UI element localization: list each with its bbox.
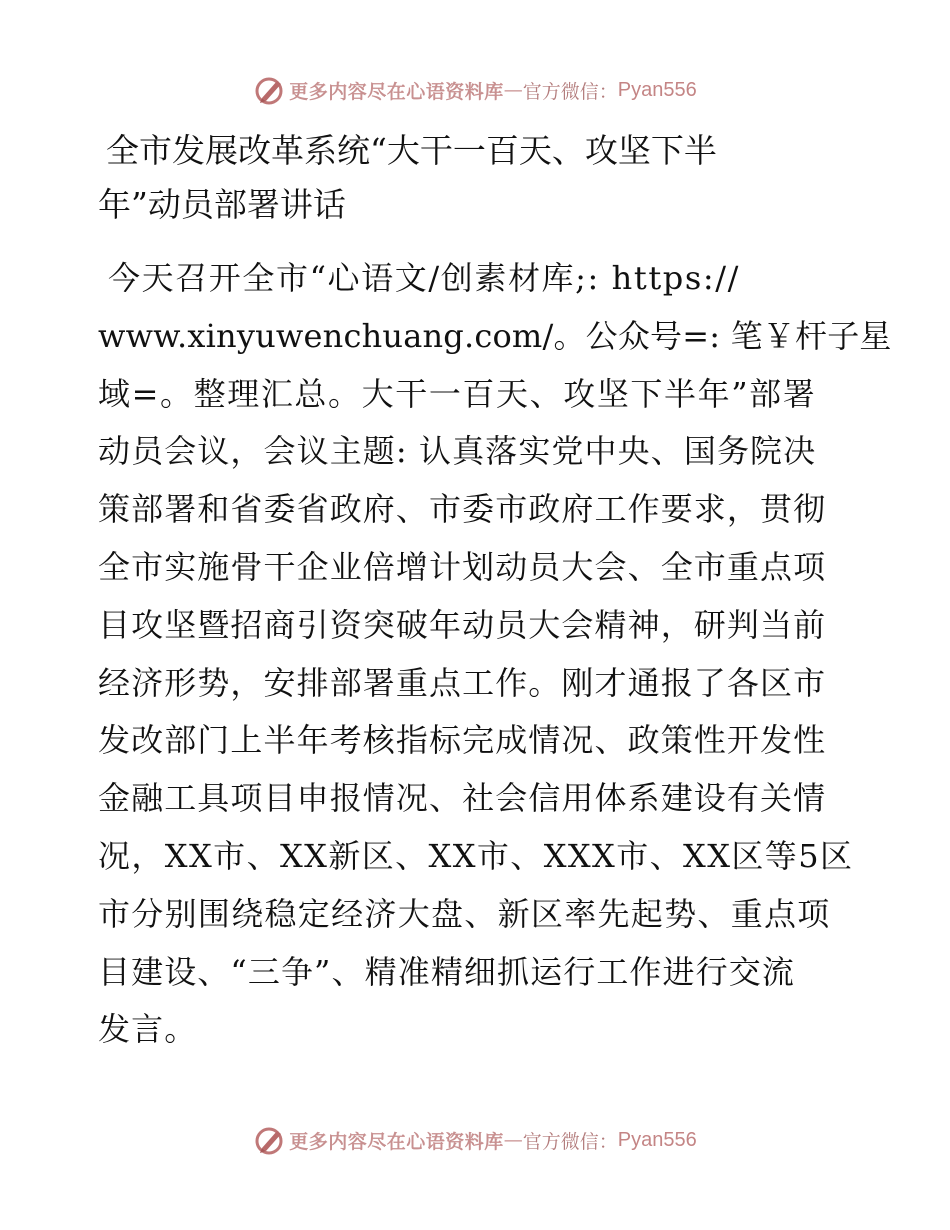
body-line: 目建设、“三争”、精准精细抓运行工作进行交流 [98, 952, 795, 991]
body-line: 全市实施骨干企业倍增计划动员大会、全市重点项 [98, 547, 827, 586]
body-line: 目攻坚暨招商引资突破年动员大会精神，研判当前 [98, 605, 827, 644]
body-line: 动员会议，会议主题: 认真落实党中央、国务院决 [98, 432, 817, 471]
body-line: 发改部门上半年考核指标完成情况、政策性开发性 [98, 721, 827, 760]
watermark-wechat-handle: Pyan556 [617, 78, 697, 101]
watermark-dash: — [503, 1129, 523, 1151]
watermark-main-text: 更多内容尽在心语资料库 [289, 80, 504, 103]
watermark-banner-top [0, 70, 950, 110]
watermark-main-text: 更多内容尽在心语资料库 [289, 1130, 504, 1153]
watermark-wechat-label: 官方微信： [522, 1130, 618, 1153]
body-line: 发言。 [98, 1010, 198, 1049]
body-line: 经济形势，安排部署重点工作。刚才通报了各区市 [98, 663, 827, 702]
body-line: 域=。整理汇总。大干一百天、攻坚下半年”部署 [98, 374, 817, 413]
body-line: 况，XX市、XX新区、XX市、XXX市、XX区等5区 [98, 836, 854, 875]
body-line: 市分别围绕稳定经济大盘、新区率先起势、重点项 [98, 894, 831, 933]
body-line: 金融工具项目申报情况、社会信用体系建设有关情 [98, 779, 827, 818]
watermark-wechat-handle: Pyan556 [617, 1128, 697, 1151]
pen-logo-icon [253, 73, 287, 107]
watermark-wechat-label: 官方微信： [522, 80, 618, 103]
body-line: 策部署和省委省政府、市委市政府工作要求，贯彻 [98, 490, 827, 529]
body-line: 今天召开全市“心语文/创素材库;: https:// [108, 259, 741, 297]
body-paragraph [98, 250, 892, 1059]
title-line-2: 年”动员部署讲话 [98, 185, 346, 224]
watermark-banner-bottom [0, 1120, 950, 1160]
title-line-1: 全市发展改革系统“大干一百天、攻坚下半 [106, 131, 717, 170]
pen-logo-icon [253, 1123, 287, 1157]
body-line: www.xinyuwenchuang.com/。公众号=: 笔￥杆子星 [98, 316, 892, 355]
watermark-dash: — [503, 79, 523, 101]
document-title [98, 124, 798, 232]
